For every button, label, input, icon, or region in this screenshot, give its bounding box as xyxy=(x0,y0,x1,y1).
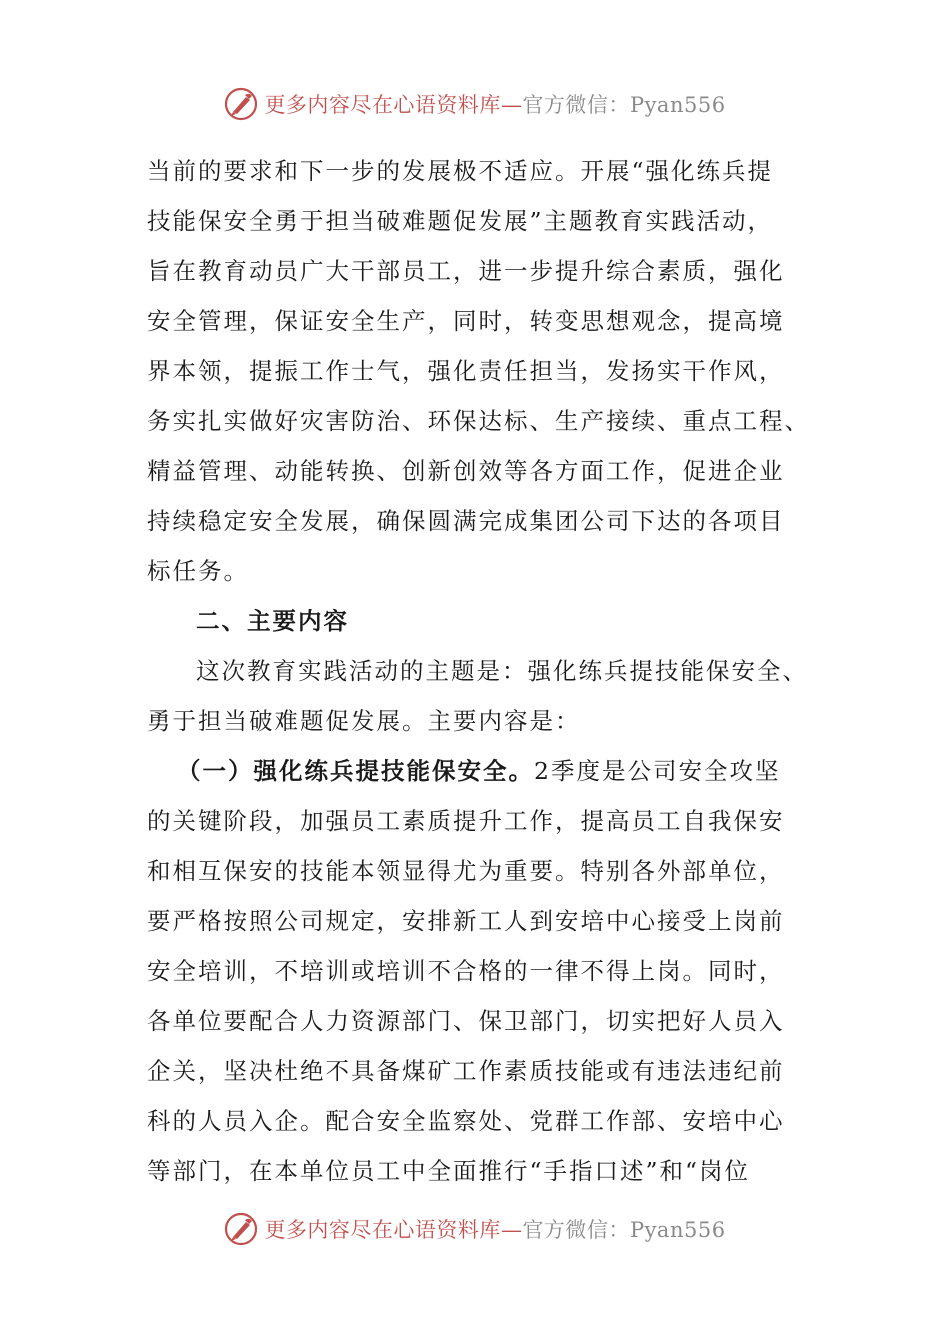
subsection-text: 2季度是公司安全攻坚 xyxy=(534,757,781,785)
pen-nib-logo-icon xyxy=(224,1212,258,1246)
subsection-first-line xyxy=(147,746,807,796)
paragraph-line: 的关键阶段，加强员工素质提升工作，提高员工自我保安 xyxy=(147,807,785,835)
watermark-text: 更多内容尽在心语资料库—官方微信：Pyan556 xyxy=(264,93,726,117)
paragraph-line: 等部门，在本单位员工中全面推行“手指口述”和“岗位 xyxy=(147,1157,751,1185)
subsection-heading: （一）强化练兵提技能保安全。 xyxy=(177,757,534,785)
header-watermark xyxy=(0,84,950,124)
paragraph-line: 安全培训，不培训或培训不合格的一律不得上岗。同时， xyxy=(147,957,785,985)
paragraph-line: 科的人员入企。配合安全监察处、党群工作部、安培中心 xyxy=(147,1107,785,1135)
paragraph-line: 技能保安全勇于担当破难题促发展”主题教育实践活动， xyxy=(147,207,774,235)
paragraph-line: 界本领，提振工作士气，强化责任担当，发扬实干作风， xyxy=(147,357,785,385)
paragraph-line: 要严格按照公司规定，安排新工人到安培中心接受上岗前 xyxy=(147,907,785,935)
paragraph-line: 务实扎实做好灾害防治、环保达标、生产接续、重点工程、 xyxy=(147,407,810,435)
document-body xyxy=(147,146,810,1196)
paragraph-line: 这次教育实践活动的主题是：强化练兵提技能保安全、 xyxy=(196,657,808,685)
pen-nib-logo-icon xyxy=(224,87,258,121)
paragraph-line: 精益管理、动能转换、创新创效等各方面工作，促进企业 xyxy=(147,457,785,485)
watermark-text: 更多内容尽在心语资料库—官方微信：Pyan556 xyxy=(264,1218,726,1242)
paragraph-line: 标任务。 xyxy=(147,557,249,585)
paragraph-line: 当前的要求和下一步的发展极不适应。开展“强化练兵提 xyxy=(147,157,774,185)
section-heading: 二、主要内容 xyxy=(196,607,349,635)
paragraph-line: 各单位要配合人力资源部门、保卫部门，切实把好人员入 xyxy=(147,1007,785,1035)
paragraph-line: 持续稳定安全发展，确保圆满完成集团公司下达的各项目 xyxy=(147,507,785,535)
footer-watermark xyxy=(0,1209,950,1249)
paragraph-line: 勇于担当破难题促发展。主要内容是： xyxy=(147,707,581,735)
paragraph-line: 企关，坚决杜绝不具备煤矿工作素质技能或有违法违纪前 xyxy=(147,1057,785,1085)
paragraph-line: 安全管理，保证安全生产，同时，转变思想观念，提高境 xyxy=(147,307,785,335)
paragraph-line: 旨在教育动员广大干部员工，进一步提升综合素质，强化 xyxy=(147,257,785,285)
paragraph-line: 和相互保安的技能本领显得尤为重要。特别各外部单位， xyxy=(147,857,785,885)
